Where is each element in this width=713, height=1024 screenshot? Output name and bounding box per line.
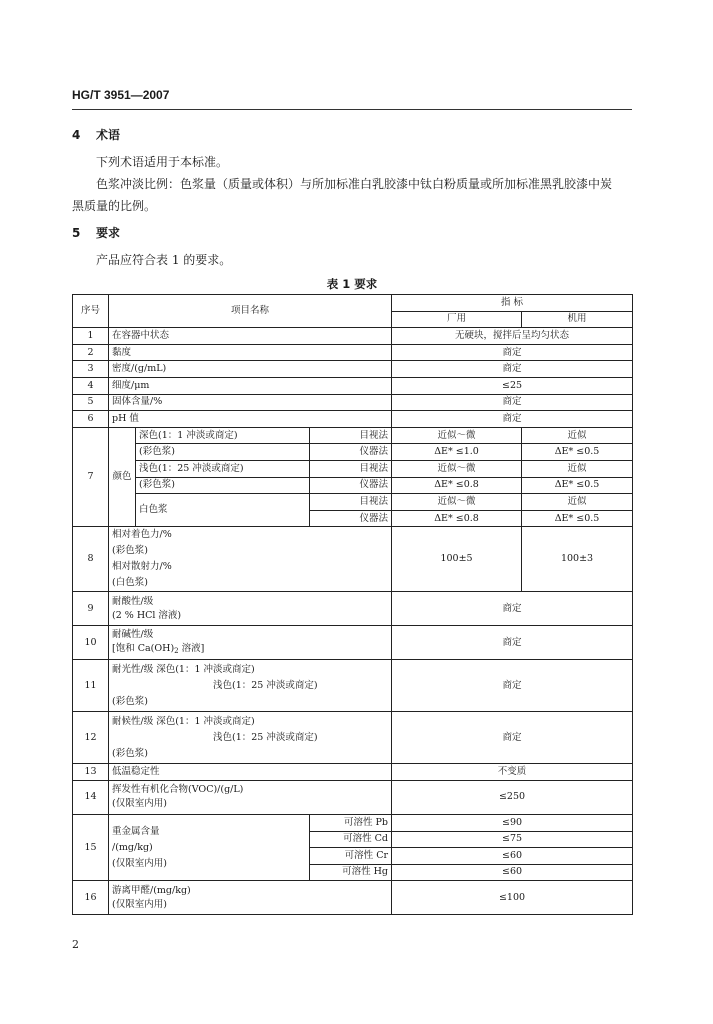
- row-value: 商定: [392, 626, 633, 660]
- light-visual-machine: 近似: [522, 460, 633, 477]
- row-item-name: [109, 592, 392, 626]
- method-instrument: 仪器法: [310, 444, 392, 461]
- row-item-name: [109, 780, 392, 814]
- metal-pb: 可溶性 Pb: [310, 814, 392, 831]
- metal-hg: 可溶性 Hg: [310, 864, 392, 881]
- row-number: 3: [73, 361, 109, 378]
- white-instrument-factory: ΔE* ≤0.8: [392, 510, 522, 527]
- table-row: [73, 494, 633, 511]
- deep-instrument-machine: ΔE* ≤0.5: [522, 444, 633, 461]
- light-color-sub: (彩色浆): [136, 477, 310, 494]
- row-item-name: 细度/μm: [109, 377, 392, 394]
- heavy-metal-label: [109, 814, 310, 880]
- white-visual-machine: 近似: [522, 494, 633, 511]
- row-value: ≤250: [392, 780, 633, 814]
- weather-resistance-sub: 浅色(1：25 冲淡或商定): [213, 731, 318, 743]
- section-4-line-1: 下列术语适用于本标准。: [96, 155, 229, 169]
- row-number: 10: [73, 626, 109, 660]
- deep-visual-factory: 近似～微: [392, 427, 522, 444]
- row-number: 5: [73, 394, 109, 411]
- header-machine: 机用: [522, 311, 633, 328]
- row-number: 2: [73, 344, 109, 361]
- section-5-number: 5: [72, 226, 81, 240]
- white-paste-label: 白色浆: [136, 494, 310, 527]
- metal-hg-value: ≤60: [392, 864, 633, 881]
- tinting-strength-sub: (彩色浆): [112, 545, 148, 557]
- light-instrument-factory: ΔE* ≤0.8: [392, 477, 522, 494]
- row-item-name: 在容器中状态: [109, 328, 392, 345]
- row-number: 4: [73, 377, 109, 394]
- row-value: 不变质: [392, 764, 633, 781]
- voc-sub: (仅限室内用): [112, 798, 167, 810]
- table-row: [73, 344, 633, 361]
- heavy-metal-unit: /(mg/kg): [112, 841, 153, 853]
- acid-resistance-label: 耐酸性/级: [112, 595, 154, 607]
- table-row: [73, 477, 633, 494]
- table-row: [73, 780, 633, 814]
- row-value: 无硬块，搅拌后呈均匀状态: [392, 328, 633, 345]
- table-row: [73, 527, 633, 592]
- method-instrument: 仪器法: [310, 510, 392, 527]
- table-row: [73, 444, 633, 461]
- alkali-sub-post: 溶液]: [178, 642, 205, 654]
- table-row: [73, 712, 633, 764]
- row-value: 商定: [392, 660, 633, 712]
- row-value: 商定: [392, 592, 633, 626]
- table-caption: 表 1 要求: [326, 277, 378, 291]
- section-4-line-2: 色浆冲淡比例：色浆量（质量或体积）与所加标准白乳胶漆中钛白粉质量或所加标准黑乳胶漆中炭: [96, 177, 613, 191]
- tinting-strength-label: 相对着色力/%: [112, 529, 172, 541]
- white-visual-factory: 近似～微: [392, 494, 522, 511]
- white-instrument-machine: ΔE* ≤0.5: [522, 510, 633, 527]
- table-row: [73, 328, 633, 345]
- header-index: 指 标: [392, 295, 633, 312]
- voc-label: 挥发性有机化合物(VOC)/(g/L): [112, 784, 244, 796]
- row-number: 13: [73, 764, 109, 781]
- row-item-name: 密度/(g/mL): [109, 361, 392, 378]
- deep-instrument-factory: ΔE* ≤1.0: [392, 444, 522, 461]
- section-5-line-1: 产品应符合表 1 的要求。: [96, 253, 232, 267]
- metal-cr-value: ≤60: [392, 848, 633, 865]
- table-row: [73, 460, 633, 477]
- section-4-number: 4: [72, 128, 81, 142]
- table-header-row: [73, 295, 633, 312]
- alkali-resistance-sub: [112, 642, 388, 658]
- deep-color-label: 深色(1：1 冲淡或商定): [136, 427, 310, 444]
- row-item-name: 黏度: [109, 344, 392, 361]
- header-factory: 厂用: [392, 311, 522, 328]
- table-row: [73, 764, 633, 781]
- method-instrument: 仪器法: [310, 477, 392, 494]
- row-value: 商定: [392, 344, 633, 361]
- requirements-table: [72, 294, 633, 915]
- row-item-name: 低温稳定性: [109, 764, 392, 781]
- row-item-name: pH 值: [109, 411, 392, 428]
- page-number: 2: [72, 938, 79, 951]
- table-row: [73, 427, 633, 444]
- row-number: 15: [73, 814, 109, 880]
- row-number: 16: [73, 881, 109, 915]
- table-row: [73, 814, 633, 831]
- row-item-name: [109, 881, 392, 915]
- row-item-name: 固体含量/%: [109, 394, 392, 411]
- table-row: [73, 377, 633, 394]
- row-number: 12: [73, 712, 109, 764]
- header-item: 项目名称: [109, 295, 392, 328]
- light-color-label: 浅色(1：25 冲淡或商定): [136, 460, 310, 477]
- light-fastness-sub: 浅色(1：25 冲淡或商定): [213, 679, 318, 691]
- color-group-label: 颜色: [109, 427, 136, 527]
- metal-cr: 可溶性 Cr: [310, 848, 392, 865]
- table-row: [73, 660, 633, 712]
- row-value: ≤25: [392, 377, 633, 394]
- light-fastness-note: (彩色浆): [112, 695, 148, 707]
- row-number: 1: [73, 328, 109, 345]
- alkali-resistance-label: 耐碱性/级: [112, 628, 154, 640]
- row-number: 14: [73, 780, 109, 814]
- table-row: [73, 411, 633, 428]
- formaldehyde-sub: (仅限室内用): [112, 898, 167, 910]
- header-rule: [72, 109, 632, 110]
- row-value: ≤100: [392, 881, 633, 915]
- scattering-power-label: 相对散射力/%: [112, 561, 172, 573]
- row-value: 商定: [392, 411, 633, 428]
- row-value: 商定: [392, 712, 633, 764]
- table-row: [73, 361, 633, 378]
- heavy-metal-note: (仅限室内用): [112, 857, 167, 869]
- row-number: 6: [73, 411, 109, 428]
- row-value: 商定: [392, 394, 633, 411]
- row-item-name: [109, 712, 392, 764]
- row-item-name: [109, 527, 392, 592]
- table-row: [73, 394, 633, 411]
- table-row: [73, 881, 633, 915]
- row-number: 7: [73, 427, 109, 527]
- row-value: 商定: [392, 361, 633, 378]
- deep-visual-machine: 近似: [522, 427, 633, 444]
- light-instrument-machine: ΔE* ≤0.5: [522, 477, 633, 494]
- standard-code: HG/T 3951—2007: [72, 88, 170, 102]
- scattering-power-sub: (白色浆): [112, 577, 148, 589]
- alkali-sub-pre: [饱和 Ca(OH): [112, 642, 175, 654]
- row-item-name: [109, 626, 392, 660]
- weather-resistance-label: 耐候性/级 深色(1：1 冲淡或商定): [112, 715, 255, 727]
- table-row: [73, 592, 633, 626]
- row-number: 9: [73, 592, 109, 626]
- row-number: 8: [73, 527, 109, 592]
- acid-resistance-sub: (2 % HCl 溶液): [112, 609, 182, 621]
- weather-resistance-note: (彩色浆): [112, 747, 148, 759]
- row-value-machine: 100±3: [522, 527, 633, 592]
- alkali-sub-subscript: 2: [174, 646, 179, 655]
- section-4-line-3: 黑质量的比例。: [72, 199, 157, 213]
- row-value-factory: 100±5: [392, 527, 522, 592]
- deep-color-sub: (彩色浆): [136, 444, 310, 461]
- section-4-title: 术语: [96, 128, 121, 142]
- formaldehyde-label: 游离甲醛/(mg/kg): [112, 884, 191, 896]
- light-visual-factory: 近似～微: [392, 460, 522, 477]
- metal-cd-value: ≤75: [392, 831, 633, 848]
- row-item-name: [109, 660, 392, 712]
- section-4-heading: [72, 126, 120, 143]
- method-visual: 目视法: [310, 427, 392, 444]
- section-5-heading: [72, 224, 120, 241]
- row-number: 11: [73, 660, 109, 712]
- method-visual: 目视法: [310, 494, 392, 511]
- metal-cd: 可溶性 Cd: [310, 831, 392, 848]
- metal-pb-value: ≤90: [392, 814, 633, 831]
- light-fastness-label: 耐光性/级 深色(1：1 冲淡或商定): [112, 663, 255, 675]
- header-seq: 序号: [73, 295, 109, 328]
- table-row: [73, 626, 633, 660]
- section-5-title: 要求: [96, 226, 121, 240]
- heavy-metal-title: 重金属含量: [112, 825, 160, 837]
- method-visual: 目视法: [310, 460, 392, 477]
